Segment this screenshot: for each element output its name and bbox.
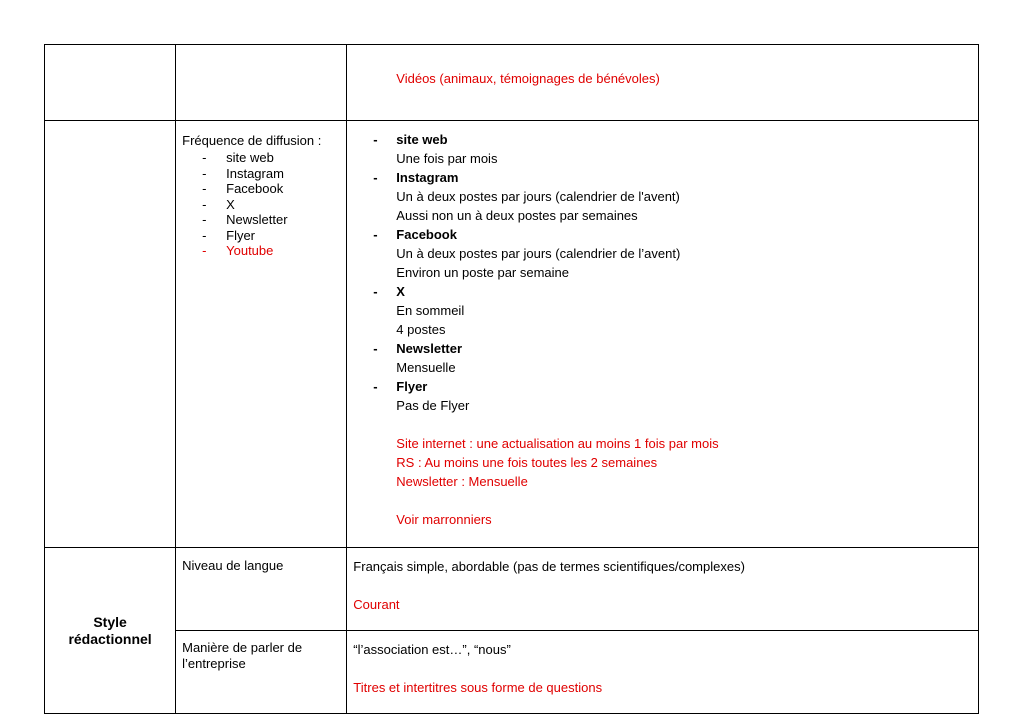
detail-line: Un à deux postes par jours (calendrier de l’avent) (396, 246, 681, 261)
videos-cell (347, 45, 979, 121)
detail-line: Un à deux postes par jours (calendrier de l'avent) (396, 189, 680, 204)
frequence-title: Fréquence de diffusion : (182, 133, 322, 148)
detail-line: 4 postes (396, 322, 446, 337)
detail-line: En sommeil (396, 303, 465, 318)
table-row-videos (45, 45, 979, 121)
empty-cell (176, 45, 347, 121)
list-item: - site web (202, 150, 274, 165)
detail-line: Une fois par mois (396, 151, 498, 166)
maniere-label-cell (176, 631, 347, 714)
frequence-detail-cell (347, 121, 979, 548)
channel-list (182, 150, 346, 259)
videos-text: Vidéos (animaux, témoignages de bénévoles) (396, 71, 660, 86)
maniere-label: Manière de parler de (182, 640, 303, 655)
empty-cell (45, 45, 176, 121)
spacer (347, 415, 978, 434)
list-item: - Newsletter (202, 212, 288, 227)
list-item: - Flyer (202, 227, 256, 243)
niveau-label-cell (176, 548, 347, 631)
detail-heading: - X (373, 284, 405, 299)
section-label: Style (93, 613, 127, 630)
detail-heading: - Flyer (373, 379, 428, 394)
table-row-frequence (45, 121, 979, 548)
list-item: - Facebook (202, 181, 284, 196)
spacer (353, 659, 978, 678)
detail-heading: - site web (373, 132, 448, 147)
style-redactionnel-cell (45, 548, 176, 714)
detail-heading: - Instagram (373, 170, 459, 185)
empty-cell (45, 121, 176, 548)
table-row-niveau (45, 548, 979, 631)
maniere-value-cell (347, 631, 979, 714)
detail-line: Aussi non un à deux postes par semaines (396, 208, 638, 223)
red-note: Site internet : une actualisation au moins 1 fois par mois (396, 436, 719, 451)
detail-heading: - Newsletter (373, 341, 463, 356)
maniere-label: l’entreprise (182, 656, 246, 671)
list-item: - Instagram (202, 165, 284, 181)
red-note: RS : Au moins une fois toutes les 2 semaines (396, 455, 658, 470)
communication-table (44, 44, 979, 714)
section-label: rédactionnel (68, 630, 152, 647)
red-note: Newsletter : Mensuelle (396, 474, 528, 489)
list-item: - X (202, 196, 235, 212)
detail-line: Environ un poste par semaine (396, 265, 570, 280)
red-footer: Voir marronniers (396, 512, 492, 527)
spacer (347, 491, 978, 510)
detail-heading: - Facebook (373, 227, 457, 242)
niveau-red-value: Courant (353, 597, 400, 612)
table-row-maniere (45, 631, 979, 714)
niveau-value: Français simple, abordable (pas de termes scientifiques/complexes) (353, 559, 745, 574)
niveau-label: Niveau de langue (182, 558, 284, 573)
niveau-value-cell (347, 548, 979, 631)
detail-line: Mensuelle (396, 360, 456, 375)
frequence-label-cell (176, 121, 347, 548)
list-item: - Youtube (202, 243, 274, 258)
maniere-red-value: Titres et intertitres sous forme de questions (353, 680, 603, 695)
spacer (353, 576, 978, 595)
detail-line: Pas de Flyer (396, 398, 470, 413)
maniere-value: “l’association est…”, “nous” (353, 642, 511, 657)
